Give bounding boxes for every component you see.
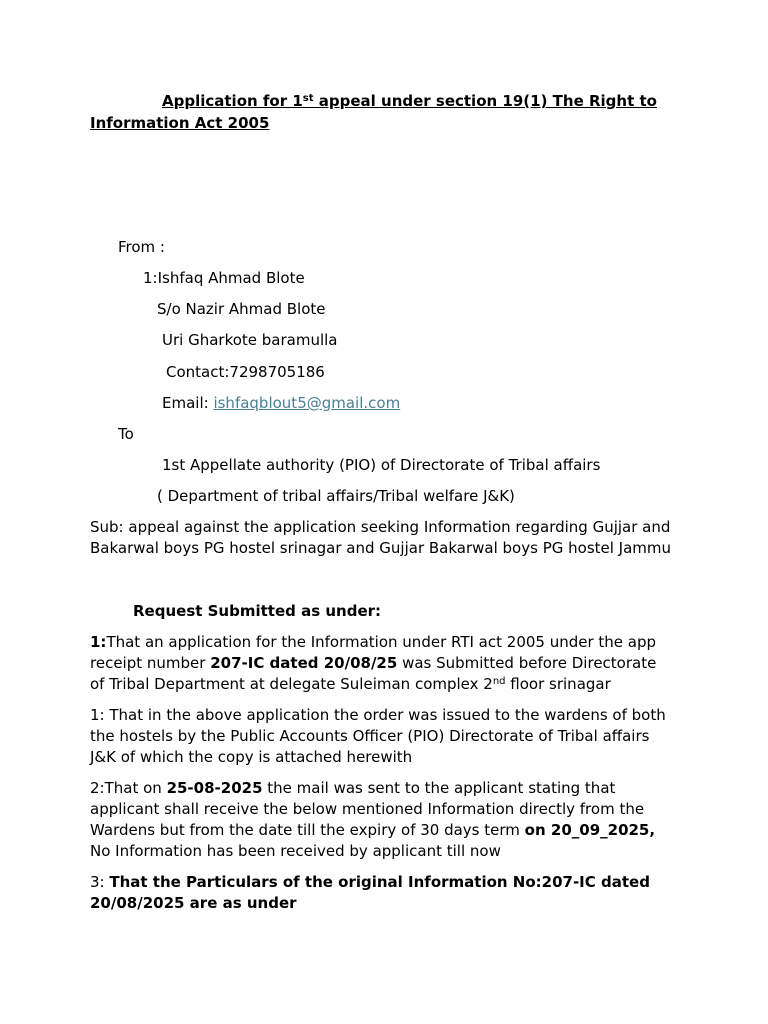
to-label: To: [118, 425, 134, 443]
para3-line-3: [90, 820, 655, 841]
para2-line-3: J&K of which the copy is attached herewith: [90, 748, 413, 766]
title-superscript: st: [302, 93, 314, 104]
title-text-b: appeal under section 19(1) The Right to: [313, 92, 657, 110]
subject-line-2: Bakarwal boys PG hostel srinagar and Gujjar Bakarwal boys PG hostel Jammu: [90, 539, 672, 557]
para3-text-1a: 2:That on: [90, 779, 167, 797]
para4-number: 3:: [90, 873, 110, 891]
email-link[interactable]: ishfaqblout5@gmail.com: [213, 394, 401, 412]
para3-text-3a: Wardens but from the date till the expiry of 30 days term: [90, 821, 525, 839]
request-heading: Request Submitted as under:: [133, 602, 382, 620]
subject-line-1: Sub: appeal against the application seeking Information regarding Gujjar and: [90, 518, 671, 536]
from-label: From :: [118, 238, 165, 256]
para1-text-2a: receipt number: [90, 654, 211, 672]
from-address: Uri Gharkote baramulla: [162, 331, 338, 349]
para2-line-1: 1: That in the above application the order was issued to the wardens of both: [90, 706, 666, 724]
para4-line-2: 20/08/2025 are as under: [90, 894, 297, 912]
para1-line-1: [90, 632, 656, 653]
para1-number: 1:: [90, 633, 107, 651]
para1-text-3a: of Tribal Department at delegate Suleiman complex 2: [90, 675, 493, 693]
para1-text-3b: floor srinagar: [505, 675, 611, 693]
para1-line-3: [90, 674, 611, 695]
para2-line-2: the hostels by the Public Accounts Officer (PIO) Directorate of Tribal affairs: [90, 727, 650, 745]
from-name: 1:Ishfaq Ahmad Blote: [143, 269, 305, 287]
from-contact: Contact:7298705186: [166, 363, 325, 381]
para1-line-2: [90, 653, 656, 674]
para1-superscript: nd: [492, 676, 506, 687]
title-text-a: Application for 1: [162, 92, 303, 110]
from-parent: S/o Nazir Ahmad Blote: [157, 300, 326, 318]
para3-line-4: No Information has been received by applicant till now: [90, 842, 501, 860]
para3-expiry-date: on 20_09_2025,: [524, 821, 656, 839]
from-email-line: [162, 393, 400, 414]
para3-text-1c: the mail was sent to the applicant stating that: [262, 779, 616, 797]
para1-text-2c: was Submitted before Directorate: [397, 654, 657, 672]
para4-text-1: That the Particulars of the original Information No:207-IC dated: [109, 873, 650, 891]
para3-line-2: applicant shall receive the below mentioned Information directly from the: [90, 800, 645, 818]
para1-receipt-number: 207-IC dated 20/08/25: [210, 654, 398, 672]
email-label: Email:: [162, 394, 214, 412]
to-authority: 1st Appellate authority (PIO) of Directorate of Tribal affairs: [162, 456, 601, 474]
title-line-2: Information Act 2005: [90, 114, 270, 132]
para3-mail-date: 25-08-2025: [166, 779, 263, 797]
para1-text-1: That an application for the Information under RTI act 2005 under the app: [106, 633, 657, 651]
para4-line-1: [90, 872, 650, 893]
title-line-1: [162, 91, 657, 112]
to-department: ( Department of tribal affairs/Tribal welfare J&K): [157, 487, 515, 505]
para3-line-1: [90, 778, 615, 799]
